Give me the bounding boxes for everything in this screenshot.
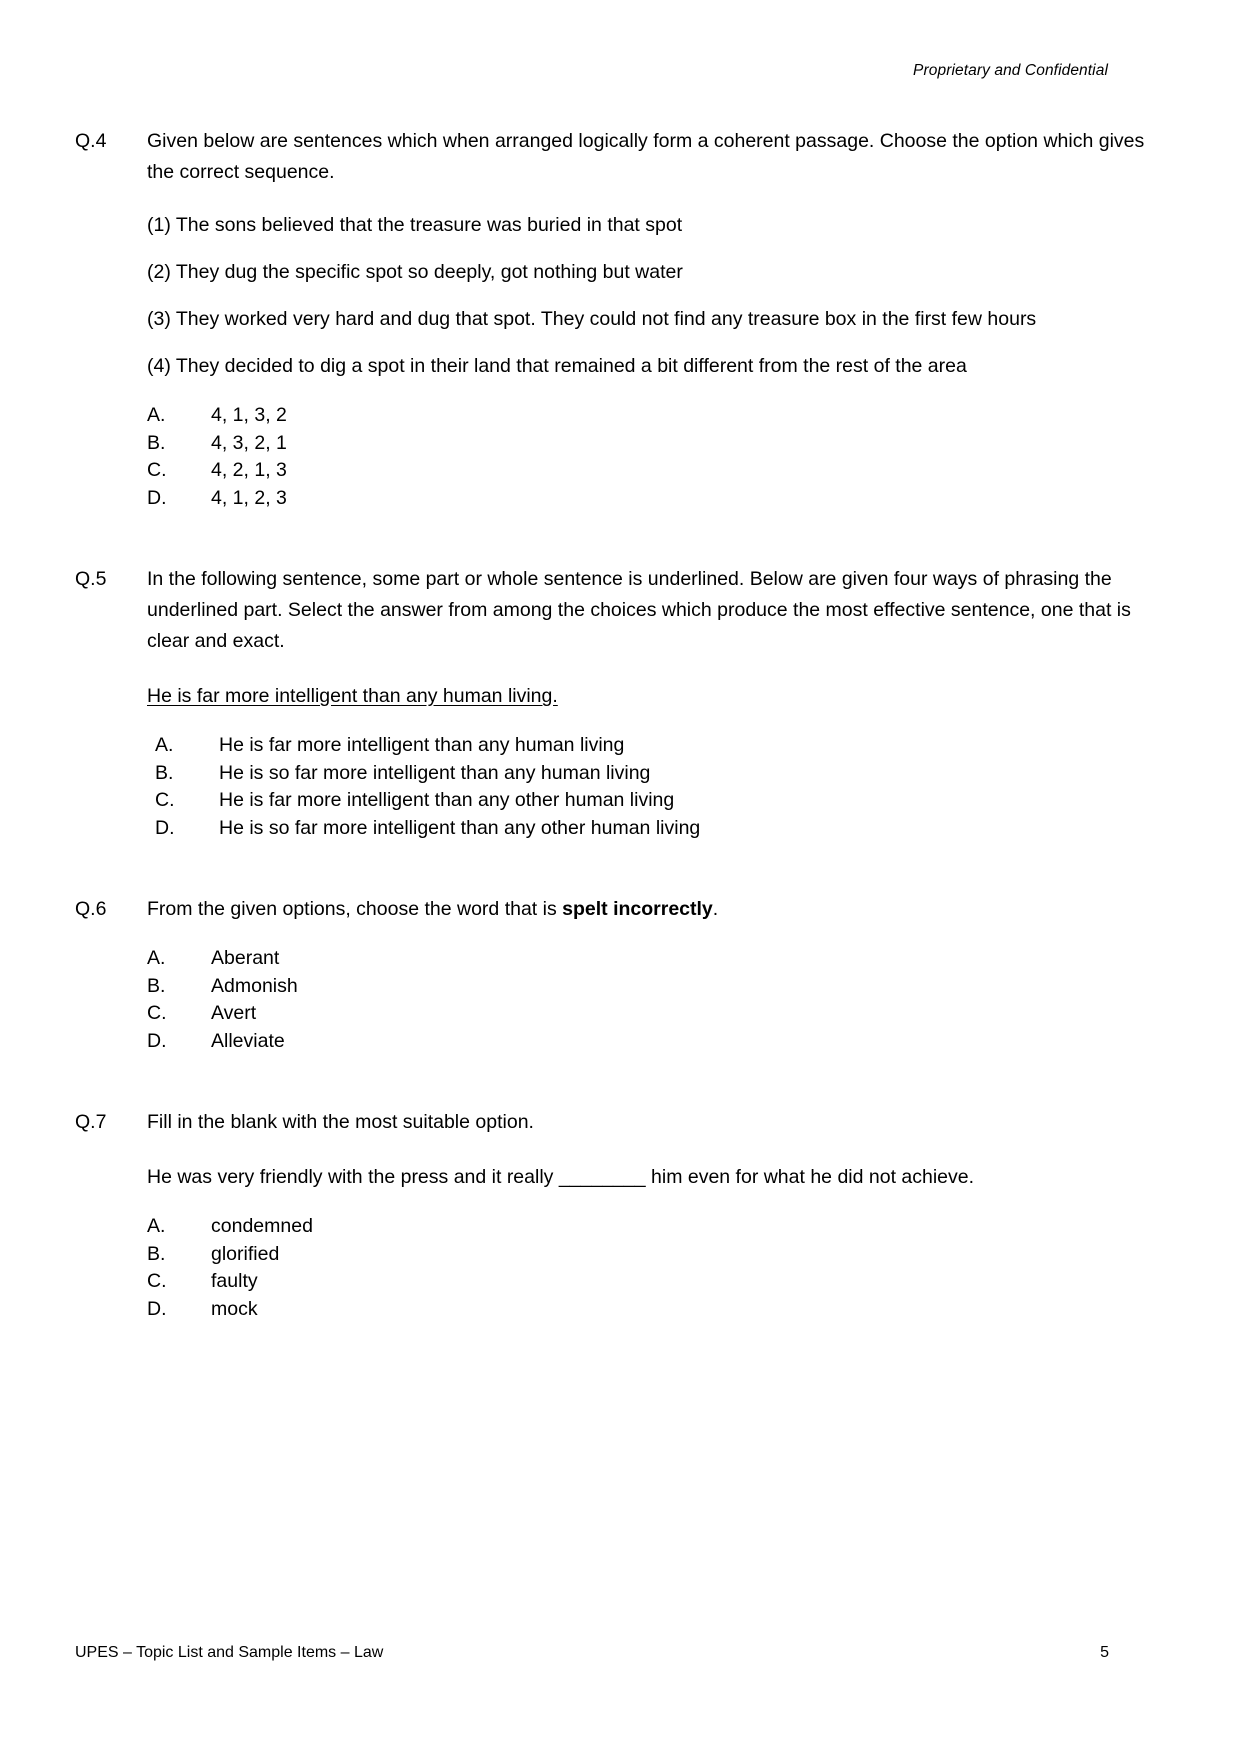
option-q6-d[interactable]	[147, 1028, 1155, 1056]
question-prompt-q7: Fill in the blank with the most suitable option.	[147, 1111, 534, 1133]
prompt-text-trailing: .	[712, 898, 719, 920]
option-text: 4, 1, 2, 3	[211, 486, 287, 509]
question-prompt-q5: In the following sentence, some part or whole sentence is underlined. Below are given four ways of phrasing the underlined part. Select the answer from among the choices which produce the most effective sentence, one that is clear and exact.	[147, 568, 1131, 652]
option-q4-b[interactable]	[147, 430, 1155, 458]
section-spacer	[75, 512, 1155, 564]
question-statement-q4-2: (2) They dug the specific spot so deeply, got nothing but water	[147, 261, 683, 283]
option-letter: D.	[147, 1297, 167, 1320]
question-q7	[75, 1107, 1155, 1323]
option-text: Aberant	[211, 947, 280, 969]
option-text: He is so far more intelligent than any other human living	[219, 816, 701, 839]
section-spacer	[75, 842, 1155, 894]
option-text: faulty	[211, 1270, 258, 1292]
option-text: 4, 1, 3, 2	[211, 404, 287, 426]
option-letter: A.	[147, 404, 166, 426]
option-list-q6	[147, 945, 1155, 1055]
option-q4-c[interactable]	[147, 457, 1155, 485]
option-q5-b[interactable]	[155, 760, 1155, 788]
question-q4	[75, 126, 1155, 512]
question-q6	[75, 894, 1155, 1055]
option-q7-a[interactable]	[147, 1213, 1155, 1241]
prompt-text-bold: spelt incorrectly	[562, 898, 713, 920]
document-body	[75, 126, 1155, 1323]
option-q4-d[interactable]	[147, 485, 1155, 513]
option-letter: C.	[155, 789, 175, 811]
option-list-q5	[155, 732, 1155, 842]
option-q4-a[interactable]	[147, 402, 1155, 430]
option-q7-b[interactable]	[147, 1241, 1155, 1269]
option-letter: C.	[147, 459, 167, 481]
option-q6-a[interactable]	[147, 945, 1155, 973]
option-list-q4	[147, 402, 1155, 512]
option-text: He is far more intelligent than any human living	[219, 734, 625, 756]
option-letter: B.	[147, 431, 166, 454]
option-q7-c[interactable]	[147, 1268, 1155, 1296]
option-text: 4, 2, 1, 3	[211, 459, 287, 481]
question-number-q4: Q.4	[75, 130, 107, 152]
option-q5-d[interactable]	[155, 815, 1155, 843]
option-q5-a[interactable]	[155, 732, 1155, 760]
option-q6-b[interactable]	[147, 973, 1155, 1001]
option-text: Alleviate	[211, 1029, 285, 1052]
underlined-stem-q5: He is far more intelligent than any human living.	[147, 685, 558, 707]
option-text: Avert	[211, 1002, 257, 1024]
option-letter: A.	[147, 947, 166, 969]
option-letter: D.	[155, 816, 175, 839]
option-letter: B.	[147, 1242, 166, 1265]
option-letter: C.	[147, 1270, 167, 1292]
option-letter: C.	[147, 1002, 167, 1024]
confidentiality-notice: Proprietary and Confidential	[913, 62, 1108, 79]
option-letter: D.	[147, 1029, 167, 1052]
option-letter: B.	[147, 974, 166, 997]
document-footer	[75, 1644, 1166, 1662]
option-text: Admonish	[211, 974, 298, 997]
option-q5-c[interactable]	[155, 787, 1155, 815]
option-letter: A.	[155, 734, 174, 756]
footer-page-number: 5	[1100, 1644, 1109, 1661]
option-letter: B.	[155, 761, 174, 784]
question-q5	[75, 564, 1155, 842]
option-text: He is far more intelligent than any other human living	[219, 789, 675, 811]
footer-document-title: UPES – Topic List and Sample Items – Law	[75, 1644, 384, 1661]
question-prompt-q6	[147, 894, 1155, 925]
question-number-q6: Q.6	[75, 898, 107, 920]
question-statement-q4-3: (3) They worked very hard and dug that spot. They could not find any treasure box in the first few hours	[147, 308, 1037, 330]
option-list-q7	[147, 1213, 1155, 1323]
option-text: condemned	[211, 1215, 313, 1237]
document-header	[0, 62, 1241, 80]
question-statement-q4-1: (1) The sons believed that the treasure was buried in that spot	[147, 214, 683, 236]
option-text: 4, 3, 2, 1	[211, 431, 287, 454]
question-statement-q4-4: (4) They decided to dig a spot in their land that remained a bit different from the rest of the area	[147, 355, 967, 377]
option-text: glorified	[211, 1242, 280, 1265]
option-text: mock	[211, 1297, 258, 1320]
option-letter: D.	[147, 486, 167, 509]
option-text: He is so far more intelligent than any human living	[219, 761, 651, 784]
section-spacer	[75, 1055, 1155, 1107]
prompt-text-plain: From the given options, choose the word that is	[147, 898, 563, 920]
question-number-q7: Q.7	[75, 1111, 107, 1133]
question-number-q5: Q.5	[75, 568, 107, 590]
option-q6-c[interactable]	[147, 1000, 1155, 1028]
question-prompt-q4: Given below are sentences which when arranged logically form a coherent passage. Choose the option which gives the correct sequence.	[147, 130, 1145, 183]
option-q7-d[interactable]	[147, 1296, 1155, 1324]
fill-in-blank-sentence-q7: He was very friendly with the press and it really ________ him even for what he did not achieve.	[147, 1166, 975, 1188]
option-letter: A.	[147, 1215, 166, 1237]
